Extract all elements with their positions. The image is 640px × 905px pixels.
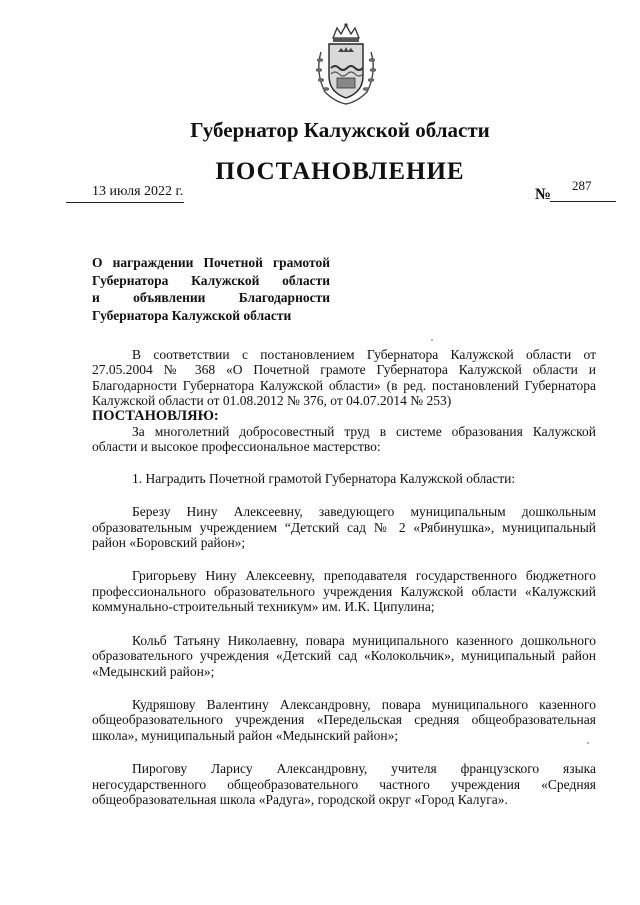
awardee-item: Кудряшову Валентину Александровну, повара муниципального казенного общеобразовательного учреждения «Передельская средняя общеобразовательная школа», муниципальный район «Медынский район»; [92,696,596,743]
kaluga-coat-of-arms-icon [311,22,381,106]
document-number: 287 [572,178,592,193]
basis-paragraph: За многолетний добросовестный труд в системе образования Калужской области и высокое профессиональное мастерство: [92,424,596,455]
document-date: 13 июля 2022 г. [92,184,184,199]
subject-line: О награждении Почетной грамотой [92,255,330,270]
number-sign: № [535,186,552,203]
awardee-item: Березу Нину Алексеевну, заведующего муниципальным дошкольным образовательным учреждением “Детский сад № 2 «Рябинушка», муниципальный район «Боровский район»; [92,504,596,551]
point-1-heading: 1. Наградить Почетной грамотой Губернатора Калужской области: [132,470,516,486]
awardee-item: Кольб Татьяну Николаевну, повара муниципального казенного дошкольного образовательного учреждения «Детский сад «Колокольчик», муниципальный район «Медынский район»; [92,632,596,679]
date-underline [66,202,184,203]
number-underline [550,201,616,202]
decree-word: ПОСТАНОВЛЯЮ: [92,407,219,424]
scan-speck [431,339,433,341]
subject-line: и объявлении Благодарности [92,290,330,305]
document-body [92,347,596,807]
document-subject [92,254,330,324]
subject-line: Губернатора Калужской области [92,272,330,288]
issuing-authority: Губернатор Калужской области [190,118,490,142]
awardee-item: Пирогову Ларису Александровну, учителя французского языка негосударственного общеобразовательного частного учреждения «Средняя общеобразовательная школа «Радуга», городской округ «Город Калуга». [92,761,596,807]
awardee-item: Григорьеву Нину Алексеевну, преподавателя государственного бюджетного профессионального образовательного учреждения Калужской области «Калужский коммунально-строительный техникум» им. И.К. Ципулина; [92,568,596,615]
preamble-paragraph: В соответствии с постановлением Губернатора Калужской области от 27.05.2004 № 368 «О Почетной грамоте Губернатора Калужской области и Благодарности Губернатора Калужской области» (в ред. постановлений Губернатора Калужской области от 01.08.2012 № 376, от 04.07.2014 № 253) [92,347,596,409]
subject-line: Губернатора Калужской области [92,307,292,323]
scan-speck [587,742,589,744]
document-type-title: ПОСТАНОВЛЕНИЕ [215,158,465,185]
